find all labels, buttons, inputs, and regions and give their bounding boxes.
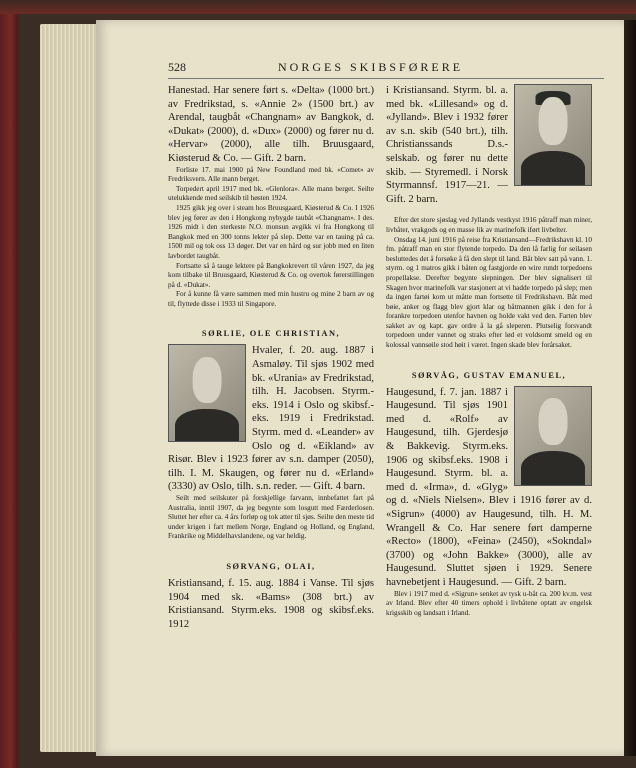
right-column [386,84,592,618]
entry-text: Haugesund, f. 7. jan. 1887 i Haugesund. Til sjøs 1901 med d. «Rolf» av Haugesund, tilh. Gjerdesjø & Bakkevig. Styrm.eks. 1906 og skibsf.eks. 1908 i Haugesund. Styrm. bl. a. med d. «Irma», d. «Glyg» og d. «Niels Nielsen». Blev i 1916 fører av d. «Sigrun» (4000) av Haugesund, tilh. H. M. Wrangell & Co. Har senere ført damperne «Recto» (1800), «Feina» (2450), «Sokndal» (3700) og «John Bakke» (3000), alle av Haugesund. Sluttet sjøen i 1929. Senere havnebetjent i Haugesund. — Gift. 2 barn. [386,386,592,588]
entry-note: Onsdag 14. juni 1916 på reise fra Kristiansand—Fredrikshavn kl. 10 fm. påtraff man en stor flytende torpedo. Da den lå farlig for seilasen besluttedes det å forsøke å få den slept til land. Båt blev satt på vann. 1. styrm. og 1 matros gikk i båten og fastgjorde en wire rundt torpedoens propellakse. Derefter begynte slepningen. Der blev signalisert til Skagen hvor marinefolk var stasjonert at vi hadde torpedo på slep; men da ingen fartøi kom ut måtte man fortsette til Fredrikshavn. Båt med bøie, anker og flagg blev gjort klar og båtmannen gikk i den for å forankre torpedoen utenfor havnen og holde vakt ved den. Farten blev sakket av og kapt. gav ordre å la gå sleperen. Plutselig forsvandt torpedoen under vannet og straks efter lød et voldsomt smeld og en kolossal vannsøile stod høit i været. Ingen skade blev forårsaket. [386,235,592,350]
entry-note: Seilt med seilskuter på forskjellige farvann, innbefattet fart på Australia, inntil 1907, da jeg begynte som losgutt med Færderlosen. Sluttet her efter ca. 4 års forløp og tok atter til sjøs. Seilte den meste tid under krigen i fart mellem Norge, England og Holland, og England, Frankrike og Middelhavslandene, og var heldig. [168,494,374,541]
portrait-photo [514,386,592,486]
entry-heading: SØRLIE, OLE CHRISTIAN, [201,329,341,339]
page-number: 528 [168,60,186,74]
entry-note: Torpedert april 1917 med bk. «Glenlora». Alle mann berget. Seilte utelukkende med seilskib til høsten 1924. [168,184,374,203]
page-shadow [624,20,636,756]
running-head: NORGES SKIBSFØRERE [278,60,464,74]
entry-note: Fortsatte så å tauge lektere på Bangkokrevert til våren 1927, da jeg kom tilbake til Bruusgaard, Kiøsterud & Co. og overtok førerstillingen på d. «Dukat». [168,261,374,289]
entry-note: 1925 gikk jeg over i steam hos Bruusgaard, Kiøsterud & Co. I 1926 blev jeg fører av den i Hongkong nybygde taubåt «Changnam». I des. 1926 midt i den sterkeste N.O. monsun avgikk vi fra Hongkong til Bangkok med en 300 tonns lekter på slep. Dette var en tauing på ca. 1500 mil og tok oss 13 døger. Det var en hård og sur jobb med en liten lavbordet taugbåt. [168,203,374,260]
book-page [96,20,624,756]
entry-heading: SØRVANG, OLAI, [226,561,316,571]
entry-note: Blev i 1917 med d. «Sigrun» senket av tysk u-båt ca. 200 kv.m. vest av Irland. Blev efter 40 timers ophold i livbåtene optatt av engelsk krigsskib og landsatt i Irland. [386,589,592,617]
entry-text: Hanestad. Har senere ført s. «Delta» (1000 brt.) av Fredrikstad, s. «Annie 2» (1500 brt.) av Arendal, taugbåt «Changnam» av Bangkok, d. «Dukat» (2000), d. «Dux» (2000) og fører nu d. «Hervar» (2000), alle tilh. Bruusgaard, Kiøsterud & Co. — Gift. 2 barn. [168,85,374,164]
book-cover-edge [0,0,636,14]
entry-note: Efter det store sjøslag ved Jyllands vestkyst 1916 påtraff man miner, livbåter, vrakgods og en masse lik av marinefolk iført livbelter. [386,216,592,234]
entry-heading: SØRVÅG, GUSTAV EMANUEL, [411,370,567,380]
portrait-photo [168,344,246,442]
entry-note: For å kunne få være sammen med min hustru og mine 2 barn av og til, flyttede disse i 1933 til Singapore. [168,290,374,308]
book-spine [0,0,18,768]
entry-text: Kristiansand, f. 15. aug. 1884 i Vanse. Til sjøs 1904 med sk. «Bams» (308 brt.) av Kristiansand. Styrm.eks. 1908 og skibsf.eks. 1912 [168,577,374,630]
entry-text: i Kristiansand. Styrm. bl. a. med bk. «Lillesand» og d. «Jylland». Blev i 1932 fører av s.n. skib (540 brt.), tilh. Christianssands D.s.-selskab. og fører nu dette skib. — Styremedl. i Norsk Styrmannsf. 1917—21. — Gift. 2 barn. [386,85,508,205]
entry-text: Hvaler, f. 20. aug. 1887 i Asmaløy. Til sjøs 1902 med bk. «Urania» av Fredrikstad, tilh. H. Jacobsen. Styrm.-eks. 1914 i Oslo og skibsf.-eks. 1919 i Fredrikstad. Styrm. med d. «Leander» av Oslo og d. «Eikland» av Risør. Blev i 1923 fører av s.n. damper (2050), tilh. I. M. Skaugen, og fører nu d. «Erland» (3330) av Oslo, tilh. s.n. reder. — Gift. 4 barn. [168,345,374,493]
entry-note: Forliste 17. mai 1900 på New Foundland med bk. «Comet» av Fredriksvern. Alle mann berget. [168,165,374,184]
portrait-photo [514,84,592,186]
left-column [168,84,374,631]
page-header [168,60,604,79]
page-edges [40,24,102,752]
